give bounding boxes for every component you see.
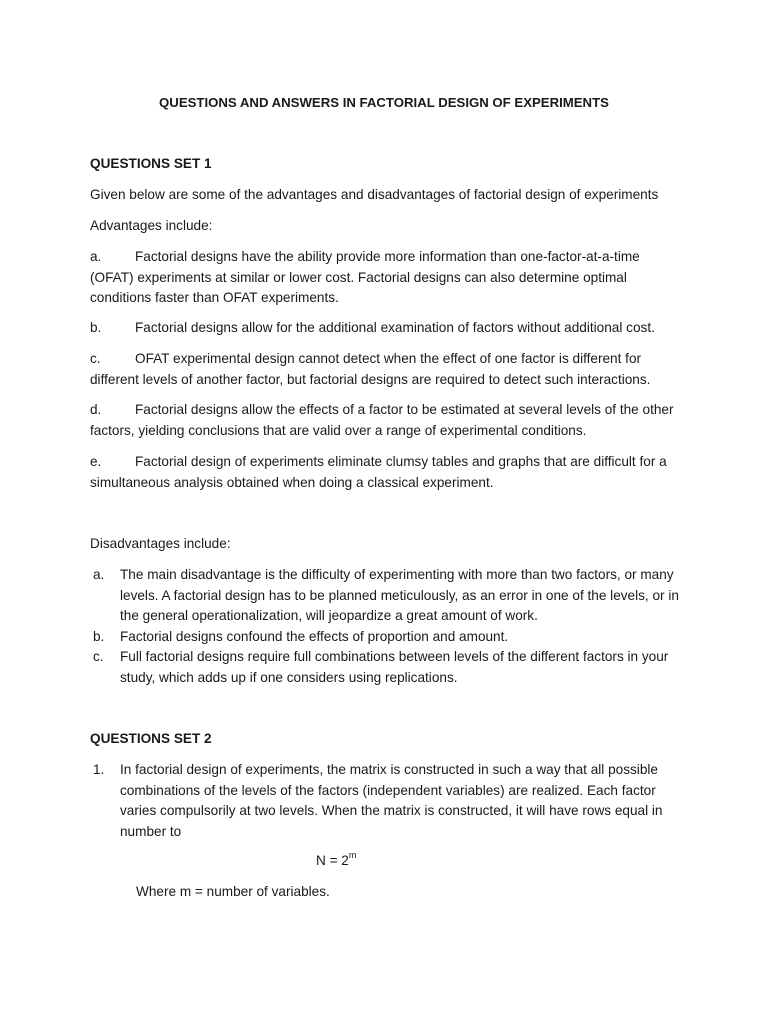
set2-heading: QUESTIONS SET 2 bbox=[90, 731, 212, 746]
formula-exponent: m bbox=[348, 850, 357, 861]
set1-intro: Given below are some of the advantages and disadvantages of factorial design of experiments bbox=[90, 187, 659, 202]
item-text: Factorial design of experiments eliminate clumsy tables and graphs that are difficult for a simultaneous analysis obtained when doing a classical experiment. bbox=[90, 454, 667, 490]
item-text: OFAT experimental design cannot detect when the effect of one factor is different for different levels of another factor, but factorial designs are required to detect such interactions. bbox=[90, 351, 651, 387]
advantage-item-e bbox=[90, 452, 682, 493]
formula-where-note: Where m = number of variables. bbox=[136, 884, 330, 899]
document-title: QUESTIONS AND ANSWERS IN FACTORIAL DESIGN OF EXPERIMENTS bbox=[159, 95, 609, 110]
item-label: e. bbox=[90, 454, 102, 469]
item-text: Factorial designs allow for the additional examination of factors without additional cost. bbox=[135, 320, 655, 335]
item-text: Factorial designs have the ability provide more information than one-factor-at-a-time (OFAT) experiments at similar or lower cost. Factorial designs can also determine optimal conditions faster than OFAT experiments. bbox=[90, 249, 640, 305]
item-label: b. bbox=[90, 320, 102, 335]
set2-questions-list bbox=[90, 760, 682, 842]
item-text: The main disadvantage is the difficulty of experimenting with more than two factors, or many levels. A factorial design has to be planned meticulously, as an error in one of the levels, or in the general operationalization, will jeopardize a great amount of work. bbox=[120, 567, 679, 623]
item-text: In factorial design of experiments, the matrix is constructed in such a way that all possible combinations of the levels of the factors (independent variables) are realized. Each factor varies compulsorily at two levels. When the matrix is constructed, it will have rows equal in number to bbox=[120, 762, 663, 839]
item-label: a. bbox=[93, 567, 105, 582]
advantage-item-b bbox=[90, 318, 682, 339]
item-label: c. bbox=[93, 649, 104, 664]
formula-base: N = 2 bbox=[316, 853, 349, 868]
disadvantages-list bbox=[90, 565, 682, 688]
advantages-label: Advantages include: bbox=[90, 218, 213, 233]
disadvantage-item-c bbox=[90, 647, 682, 688]
formula bbox=[316, 851, 356, 872]
advantage-item-a bbox=[90, 247, 682, 309]
item-text: Factorial designs allow the effects of a factor to be estimated at several levels of the other factors, yielding conclusions that are valid over a range of experimental conditions. bbox=[90, 402, 674, 438]
set1-heading: QUESTIONS SET 1 bbox=[90, 156, 212, 171]
item-label: c. bbox=[90, 351, 101, 366]
item-text: Factorial designs confound the effects of proportion and amount. bbox=[120, 628, 509, 644]
disadvantages-label: Disadvantages include: bbox=[90, 536, 231, 551]
disadvantage-item-a bbox=[90, 565, 682, 627]
item-label: a. bbox=[90, 249, 102, 264]
advantage-item-c bbox=[90, 349, 682, 390]
item-label: 1. bbox=[93, 762, 105, 777]
item-label: d. bbox=[90, 402, 102, 417]
question-item-1 bbox=[90, 760, 682, 842]
advantage-item-d bbox=[90, 400, 682, 441]
item-label: b. bbox=[93, 628, 105, 644]
disadvantage-item-b bbox=[90, 627, 682, 648]
item-text: Full factorial designs require full combinations between levels of the different factors in your study, which adds up if one considers using replications. bbox=[120, 649, 669, 685]
